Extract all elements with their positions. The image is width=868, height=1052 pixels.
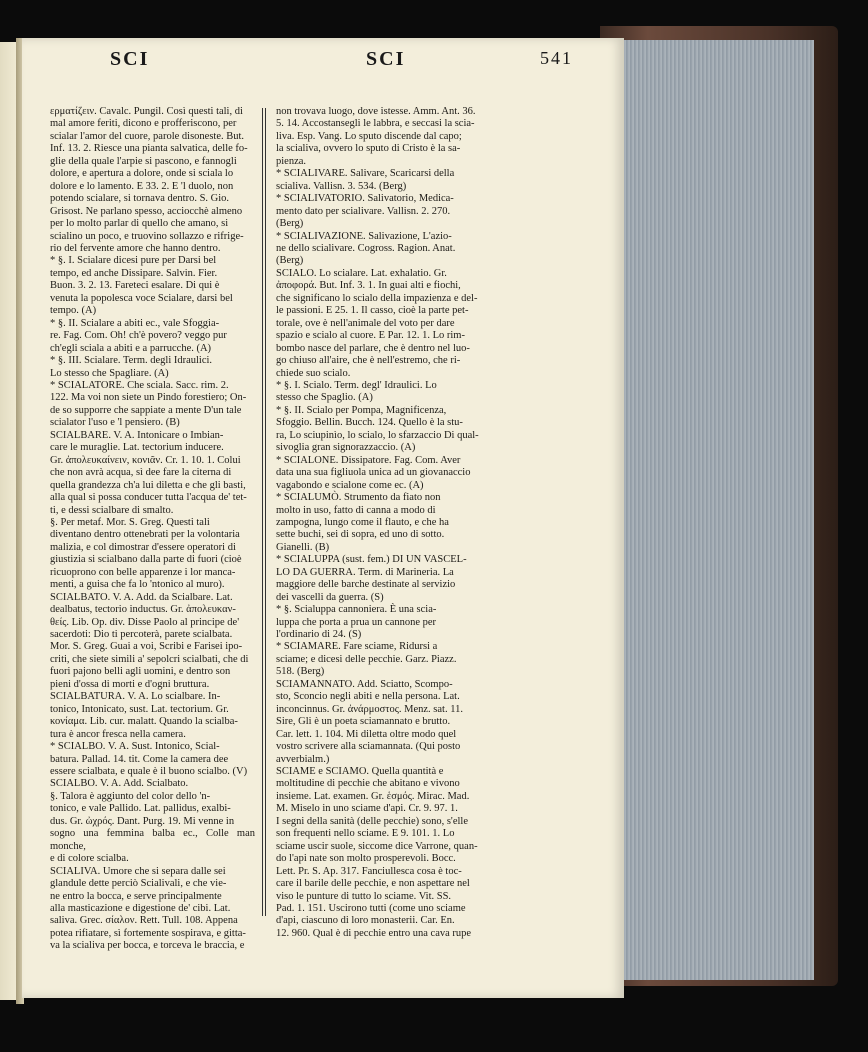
text-line: giustizia si scialbano dalla parte di fuori (cioè bbox=[50, 554, 242, 566]
text-line: ερματίζειν. Cavalc. Pungil. Così questi tali, di bbox=[50, 106, 243, 117]
text-line: potendo scialare, si tornava dentro. S. Gio. bbox=[50, 193, 230, 205]
text-line: * §. Scialuppa cannoniera. È una scia- bbox=[276, 604, 437, 616]
text-line: glie della quale l'arpie si pascono, e fannogli bbox=[50, 155, 237, 167]
text-line: molto in uso, fatto di canna a modo di bbox=[276, 504, 436, 516]
text-line: * SCIALBO. V. A. Sust. Intonico, Scial- bbox=[50, 741, 220, 753]
text-line: va la scialiva per bocca, e torceva le braccia, e bbox=[50, 940, 245, 952]
text-line: Gr. ἀπολευκαίνειν, κονιᾶν. Cr. 1. 10. 1. Colui bbox=[50, 454, 241, 466]
text-line: non trovava luogo, dove istesse. Amm. Ant. 36. bbox=[276, 106, 476, 117]
text-line: dolore, e apertura a dolore, onde si sciala lo bbox=[50, 168, 234, 180]
text-line: * SCIALUMÒ. Strumento da fiato non bbox=[276, 492, 441, 504]
text-line: tempo, ed anche Dissipare. Salvin. Fier. bbox=[50, 267, 218, 279]
text-line: per lo molto parlar di quello che amano, si bbox=[50, 218, 229, 230]
text-line: κονίαμα. Lib. cur. malatt. Quando la scialba- bbox=[50, 716, 238, 728]
text-line: * SCIAMARE. Fare sciame, Ridursi a bbox=[276, 641, 438, 653]
text-line: Sire, Gli è un poeta sciamannato e brutto. bbox=[276, 716, 451, 728]
text-line: tonico, Intonicato, sust. Lat. tectorium. Gr. bbox=[50, 703, 229, 715]
text-line: * §. I. Scialo. Term. degl' Idraulici. Lo bbox=[276, 379, 437, 391]
text-line: ne dello scialivare. Cogross. Ragion. Anat. bbox=[276, 242, 456, 254]
text-line: sette buchi, sei di sopra, ed uno di sotto. bbox=[276, 529, 445, 541]
text-line: le passioni. E 25. 1. Il casso, cioè la parte pet- bbox=[276, 305, 469, 317]
text-line: Grisost. Ne parlano spesso, acciocchè almeno bbox=[50, 205, 243, 217]
right-column bbox=[276, 106, 498, 940]
text-line: maggiore delle barche destinate al servizio bbox=[276, 579, 456, 591]
text-line: SCIALBARE. V. A. Intonicare o Imbian- bbox=[50, 429, 224, 441]
text-line: Lo stesso che Spagliare. (A) bbox=[50, 367, 169, 379]
text-line: * SCIALATORE. Che sciala. Sacc. rim. 2. bbox=[50, 379, 229, 391]
text-line: tonico, e vale Pallido. Lat. pallidus, exalbi- bbox=[50, 803, 231, 815]
text-line: tempo. (A) bbox=[50, 305, 97, 317]
text-line: stesso che Spaglio. (A) bbox=[276, 392, 373, 404]
text-line: avverbialm.) bbox=[276, 753, 330, 765]
text-line: Inf. 13. 2. Riesce una pianta salvatica, delle fo- bbox=[50, 143, 248, 155]
text-line: * §. I. Scialare dicesi pure per Darsi bel bbox=[50, 255, 217, 267]
text-line: glandule dette perciò Scialivali, e che vie- bbox=[50, 878, 227, 890]
text-line: menti, a guisa che fa lo 'ntonico al muro). bbox=[50, 579, 225, 591]
text-line: * §. II. Scialare a abiti ec., vale Sfoggia- bbox=[50, 317, 220, 329]
text-line: SCIALIVA. Umore che si separa dalle sei bbox=[50, 865, 226, 877]
text-line: §. Talora è aggiunto del color dello 'n- bbox=[50, 790, 211, 802]
text-line: viso le punture di tutto lo sciame. Vit. SS. bbox=[276, 890, 452, 902]
text-line: ne entro la bocca, e serve principalmente bbox=[50, 890, 222, 902]
text-line: sciame uscir suole, siccome dice Varrone, quan- bbox=[276, 840, 478, 852]
text-line: sciame; e dicesi delle pecchie. Garz. Piazz. bbox=[276, 653, 457, 665]
text-line: ἀποφορά. But. Inf. 3. 1. In guai alti e fiochi, bbox=[276, 280, 461, 292]
text-line: e di colore scialba. bbox=[50, 853, 129, 865]
text-line: θείς. Lib. Op. div. Disse Paolo al principe de' bbox=[50, 616, 240, 628]
text-line: * SCIALONE. Dissipatore. Fag. Com. Aver bbox=[276, 454, 461, 466]
text-line: SCIALBO. V. A. Add. Scialbato. bbox=[50, 778, 189, 790]
text-line: zampogna, lungo come il flauto, e che ha bbox=[276, 516, 449, 528]
text-line: SCIAMANNATO. Add. Sciatto, Scompo- bbox=[276, 678, 453, 690]
text-line: SCIAME e SCIAMO. Quella quantità e bbox=[276, 766, 444, 778]
text-line: alla qual si possa conducer tutta l'acqua de' tet- bbox=[50, 492, 247, 504]
text-line: de so supporre che sappiate a mente D'un tale bbox=[50, 404, 242, 416]
text-line: mento dato per scialivare. Vallisn. 2. 270. bbox=[276, 205, 451, 217]
text-line: Mor. S. Greg. Guai a voi, Scribi e Farisei ipo- bbox=[50, 641, 243, 653]
text-line: Car. lett. 1. 104. Mi diletta oltre modo quel bbox=[276, 728, 457, 740]
text-line: criti, che siete simili a' sepolcri scialbati, che di bbox=[50, 653, 249, 665]
text-line: spazio e scialo al cuore. E Par. 12. 1. Lo rim- bbox=[276, 330, 465, 342]
text-line: (Berg) bbox=[276, 218, 304, 230]
text-line: SCIALO. Lo scialare. Lat. exhalatio. Gr. bbox=[276, 267, 447, 279]
text-line: chiede suo scialo. bbox=[276, 367, 351, 379]
text-line: care le muraglie. Lat. tectorium inducere. bbox=[50, 442, 224, 454]
text-line: quella grandezza ch'a lui diletta e che gli basti, bbox=[50, 479, 246, 491]
text-line: inconcinnus. Gr. ἀνάρμοστος. Menz. sat. 11. bbox=[276, 703, 463, 715]
text-line: * SCIALIVATORIO. Salivatorio, Medica- bbox=[276, 193, 454, 205]
text-line: essere scialbata, e quale è il buono scialbo. (V) bbox=[50, 766, 248, 778]
text-line: che significano lo scialo della impazienza e del- bbox=[276, 292, 478, 304]
text-line: malizia, e col dimostrar d'essere operatori di bbox=[50, 541, 236, 553]
text-line: venuta la popolesca voce Scialare, darsi bel bbox=[50, 292, 233, 304]
text-line: §. Per metaf. Mor. S. Greg. Questi tali bbox=[50, 516, 210, 528]
text-line: Gianelli. (B) bbox=[276, 541, 330, 553]
text-line: batura. Pallad. 14. tit. Come la camera dee bbox=[50, 753, 229, 765]
text-line: vostro scrivere alla sciamannata. (Qui posto bbox=[276, 741, 461, 753]
text-line: pieni d'ossa di morti e d'ogni bruttura. bbox=[50, 678, 210, 690]
text-line: che non avrà acqua, sì dee fare la citerna di bbox=[50, 467, 232, 479]
text-line: bombo nasce del parlare, che è dentro nel luo- bbox=[276, 342, 470, 354]
text-line: SCIALBATO. V. A. Add. da Scialbare. Lat. bbox=[50, 591, 233, 603]
text-line: moltitudine di pecchie che abitano e vivono bbox=[276, 778, 460, 790]
text-line: tura è ancor fresca nella camera. bbox=[50, 728, 186, 740]
text-line: liva. Esp. Vang. Lo sputo discende dal capo; bbox=[276, 130, 462, 142]
text-line: la scialiva, ovvero lo sputo di Cristo è la sa- bbox=[276, 143, 461, 155]
text-line: 122. Ma voi non siete un Pindo forestiero; On- bbox=[50, 392, 247, 404]
text-line: care il barile delle pecchie, e non aspettare nel bbox=[276, 878, 470, 890]
column-rule bbox=[265, 108, 266, 916]
text-line: Sfoggio. Bellin. Bucch. 124. Quello è la stu- bbox=[276, 417, 463, 429]
text-line: sacerdoti: Dio ti percoterà, parete scialbata. bbox=[50, 629, 233, 641]
text-line: torale, ove è nell'animale del voto per dare bbox=[276, 317, 455, 329]
text-line: pienza. bbox=[276, 155, 307, 167]
running-head-left: SCI bbox=[110, 48, 150, 70]
text-line: ti, e dessi scialbare di smalto. bbox=[50, 504, 174, 516]
left-page-edge bbox=[0, 42, 16, 1000]
text-line: 5. 14. Accostansegli le labbra, e seccasi la scia- bbox=[276, 118, 475, 130]
text-line: re. Fag. Com. Oh! ch'è povero? veggo pur bbox=[50, 330, 227, 342]
text-line: * SCIALUPPA (sust. fem.) DI UN VASCEL- bbox=[276, 554, 467, 566]
text-line: dolore e lo lamento. E 33. 2. E 'l duolo, non bbox=[50, 180, 234, 192]
text-line: go chiuso all'aire, che è nell'estremo, che ri- bbox=[276, 355, 461, 367]
column-rule bbox=[262, 108, 263, 916]
text-line: l'ordinario di 24. (S) bbox=[276, 629, 362, 641]
text-line: 12. 960. Qual è di pecchie entro una cava rupe bbox=[276, 927, 472, 939]
text-line: sogno una femmina balba ec., Colle man monche, bbox=[50, 828, 255, 852]
text-line: Buon. 3. 2. 13. Fareteci esalare. Di qui è bbox=[50, 280, 220, 292]
text-line: M. Miselo in uno sciame d'api. Cr. 9. 97. 1. bbox=[276, 803, 458, 815]
text-line: (Berg) bbox=[276, 255, 304, 267]
text-line: dei vascelli da guerra. (S) bbox=[276, 591, 384, 603]
text-line: scialar l'amor del cuore, parole disoneste. But. bbox=[50, 130, 245, 142]
text-line: sivoglia gran signorazzaccio. (A) bbox=[276, 442, 416, 454]
page-number: 541 bbox=[540, 48, 573, 68]
text-line: * §. II. Scialo per Pompa, Magnificenza, bbox=[276, 404, 447, 416]
text-line: insieme. Lat. examen. Gr. ἑσμός. Mirac. Mad. bbox=[276, 790, 470, 802]
text-line: dealbatus, tectorio inductus. Gr. ἀπολευκαν- bbox=[50, 604, 236, 616]
running-head-right: SCI bbox=[366, 48, 406, 70]
text-line: scialator l'uso e 'l pensiero. (B) bbox=[50, 417, 180, 429]
text-line: * SCIALIVARE. Salivare, Scaricarsi della bbox=[276, 168, 455, 180]
text-line: rio del fervente amore che hanno dentro. bbox=[50, 242, 221, 254]
text-line: dus. Gr. ὠχρός. Dant. Purg. 19. Mi venne in bbox=[50, 815, 235, 827]
text-line: ricuoprono con belle apparenze i lor manca- bbox=[50, 566, 236, 578]
text-line: vagabondo e scialone come ec. (A) bbox=[276, 479, 424, 491]
text-line: scialino un poco, e truovino sollazzo e rifrige- bbox=[50, 230, 244, 242]
page-stack-edges bbox=[606, 40, 814, 980]
text-line: data una sua figliuola unica ad un giovanaccio bbox=[276, 467, 471, 479]
text-line: do l'api nate son molto prosperevoli. Bocc. bbox=[276, 853, 456, 865]
text-line: alla masticazione e digestione de' cibi. Lat. bbox=[50, 903, 231, 914]
text-line: SCIALBATURA. V. A. Lo scialbare. In- bbox=[50, 691, 221, 703]
text-line: d'api, ciascuno di loro monasterii. Car. En. bbox=[276, 915, 455, 927]
text-line: 518. (Berg) bbox=[276, 666, 325, 678]
text-line: * SCIALIVAZIONE. Salivazione, L'azio- bbox=[276, 230, 452, 242]
text-line: LO DA GUERRA. Term. di Marineria. La bbox=[276, 566, 454, 578]
text-line: * §. III. Scialare. Term. degli Idraulici. bbox=[50, 355, 213, 367]
left-column bbox=[50, 106, 255, 953]
text-line: son frequenti nello sciame. E 9. 101. 1. Lo bbox=[276, 828, 455, 840]
text-line: scialiva. Vallisn. 3. 534. (Berg) bbox=[276, 180, 407, 192]
text-line: diventano dentro ottenebrati per la volontaria bbox=[50, 529, 240, 541]
text-line: mal amore feriti, dicono e profferiscono, per bbox=[50, 118, 237, 130]
text-line: ra, Lo sciupinìo, lo scialo, lo sfarzaccio Di qual- bbox=[276, 429, 479, 441]
text-line: potea rifiatare, sì fortemente sospirava, e gitta- bbox=[50, 927, 246, 939]
text-line: ch'egli sciala a abiti e a parrucche. (A) bbox=[50, 342, 212, 354]
text-line: fuori pajono belli agli uomini, e dentro son bbox=[50, 666, 231, 678]
text-line: Pad. 1. 151. Uscirono tutti (come uno sciame bbox=[276, 903, 466, 914]
text-line: sto, Sconcio negli abiti e nella persona. Lat. bbox=[276, 691, 460, 703]
text-line: saliva. Grec. σίαλον. Rett. Tull. 108. Appena bbox=[50, 915, 238, 927]
text-line: I segni della sanità (delle pecchie) sono, s'elle bbox=[276, 815, 468, 827]
text-line: luppa che porta a prua un cannone per bbox=[276, 616, 437, 628]
text-line: Lett. Pr. S. Ap. 317. Fanciullesca cosa è toc- bbox=[276, 865, 462, 877]
